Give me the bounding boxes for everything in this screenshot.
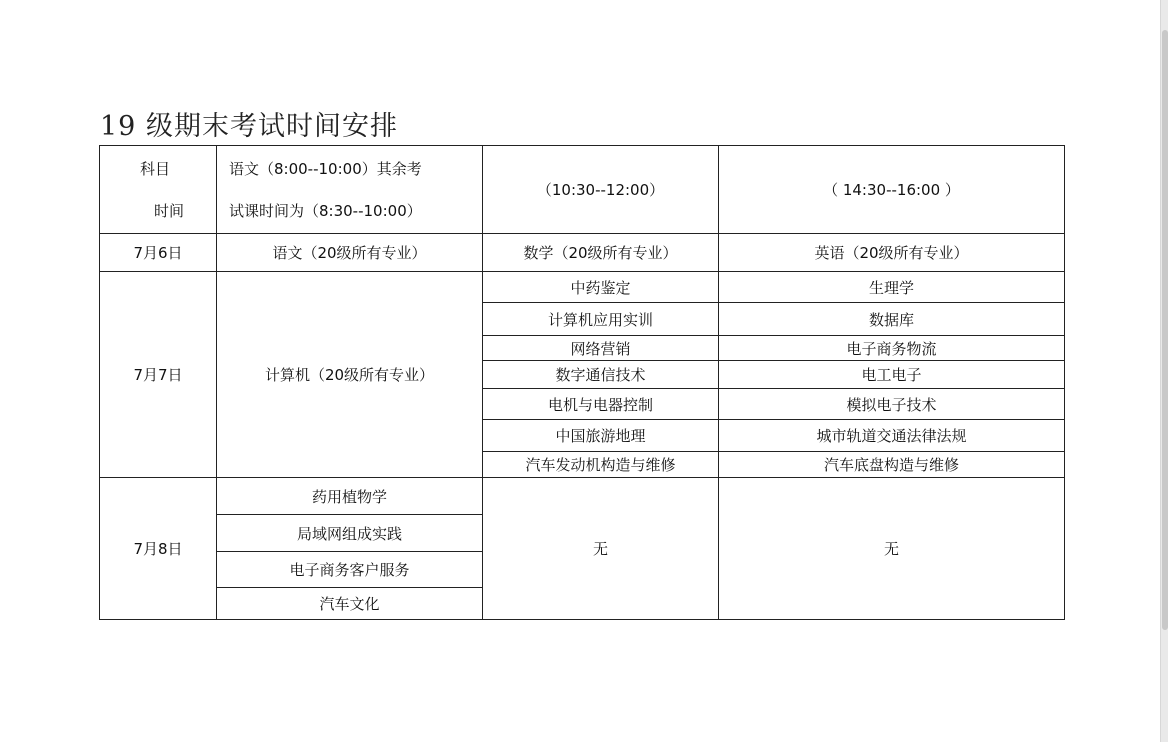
date-cell: 7月6日 [100, 234, 217, 272]
exam-cell: 电机与电器控制 [483, 389, 719, 420]
header-slot-1-line-2: 试课时间为（8:30--10:00） [229, 201, 422, 220]
exam-cell: 电子商务物流 [719, 336, 1065, 361]
exam-cell: 数学（20级所有专业） [483, 234, 719, 272]
exam-schedule-table [99, 145, 1065, 620]
exam-cell: 无 [719, 478, 1065, 620]
table-row [100, 234, 1065, 272]
header-corner-cell [100, 146, 217, 234]
exam-cell: 无 [483, 478, 719, 620]
exam-cell: 药用植物学 [217, 478, 483, 515]
header-row [100, 146, 1065, 234]
header-slot-1 [217, 146, 483, 234]
exam-cell: 数据库 [719, 303, 1065, 336]
document-title: 19 级期末考试时间安排 [100, 111, 398, 142]
scrollbar-thumb[interactable] [1162, 30, 1168, 630]
header-slot-3: （ 14:30--16:00 ） [719, 146, 1065, 234]
table-row [100, 478, 1065, 515]
exam-cell: 生理学 [719, 272, 1065, 303]
exam-cell: 模拟电子技术 [719, 389, 1065, 420]
exam-cell: 英语（20级所有专业） [719, 234, 1065, 272]
exam-cell: 中国旅游地理 [483, 420, 719, 452]
header-time-label: 时间 [154, 201, 185, 220]
exam-cell: 数字通信技术 [483, 361, 719, 389]
header-slot-2: （10:30--12:00） [483, 146, 719, 234]
exam-cell: 计算机应用实训 [483, 303, 719, 336]
exam-cell: 网络营销 [483, 336, 719, 361]
exam-cell: 计算机（20级所有专业） [217, 272, 483, 478]
exam-cell: 汽车底盘构造与维修 [719, 452, 1065, 478]
exam-cell: 中药鉴定 [483, 272, 719, 303]
exam-cell: 局域网组成实践 [217, 515, 483, 552]
exam-cell: 城市轨道交通法律法规 [719, 420, 1065, 452]
header-subject-label: 科目 [140, 159, 171, 178]
date-cell: 7月8日 [100, 478, 217, 620]
table-row [100, 272, 1065, 303]
exam-cell: 汽车发动机构造与维修 [483, 452, 719, 478]
exam-cell: 电子商务客户服务 [217, 552, 483, 588]
vertical-scrollbar[interactable] [1160, 0, 1168, 742]
header-slot-1-line-1: 语文（8:00--10:00）其余考 [229, 159, 422, 178]
exam-cell: 汽车文化 [217, 588, 483, 620]
exam-cell: 语文（20级所有专业） [217, 234, 483, 272]
exam-cell: 电工电子 [719, 361, 1065, 389]
date-cell: 7月7日 [100, 272, 217, 478]
